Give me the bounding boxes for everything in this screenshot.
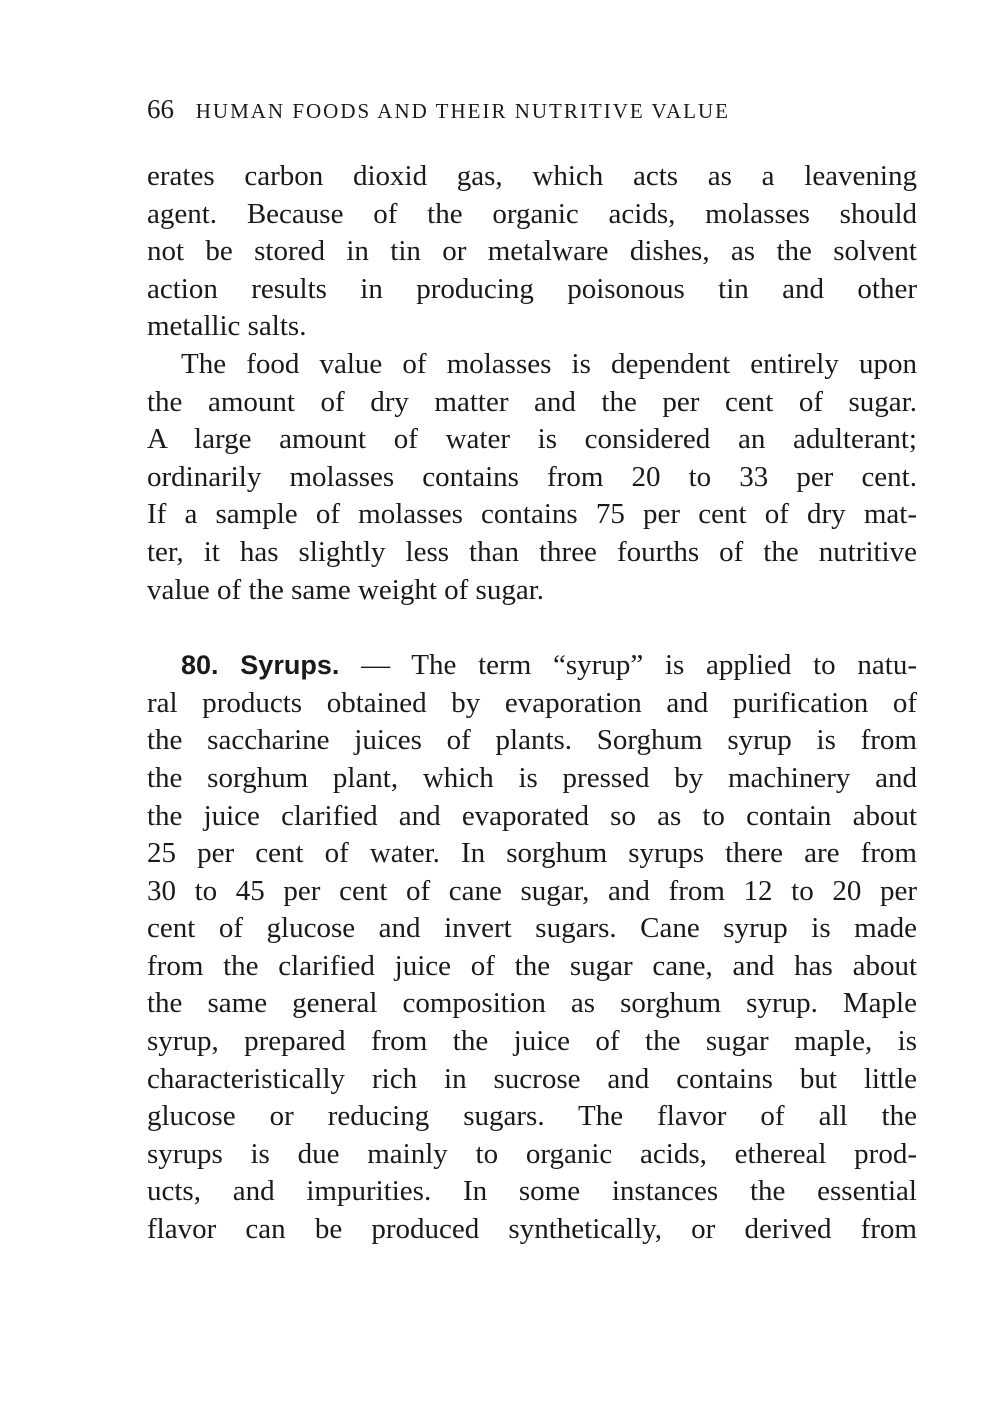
text-line: the juice clarified and evaporated so as to contain about: [147, 799, 917, 832]
running-title: HUMAN FOODS AND THEIR NUTRITIVE VALUE: [195, 99, 731, 123]
page-body: [147, 158, 917, 1249]
text-line: the amount of dry matter and the per cent of sugar.: [147, 385, 917, 418]
text-line: the saccharine juices of plants. Sorghum syrup is from: [147, 724, 917, 757]
text-line: A large amount of water is considered an adulterant;: [147, 423, 917, 456]
text-line: the sorghum plant, which is pressed by machinery and: [147, 761, 917, 794]
paragraph: [147, 346, 917, 609]
text-line: If a sample of molasses contains 75 per cent of dry mat-: [147, 498, 917, 531]
section-heading: Syrups.: [240, 650, 340, 681]
text-line: ral products obtained by evaporation and purification of: [147, 686, 917, 719]
text-line: erates carbon dioxid gas, which acts as a leavening: [147, 160, 917, 192]
text-line: the same general composition as sorghum syrup. Maple: [147, 987, 917, 1020]
text-line: not be stored in tin or metalware dishes, as the solvent: [147, 235, 917, 268]
text-line: cent of glucose and invert sugars. Cane syrup is made: [147, 912, 917, 945]
text-line: value of the same weight of sugar.: [147, 573, 545, 606]
running-header: [147, 94, 917, 125]
paragraph: [147, 158, 917, 346]
text-line: 25 per cent of water. In sorghum syrups there are from: [147, 837, 917, 870]
text-line: ucts, and impurities. In some instances the essential: [147, 1175, 917, 1208]
text-line: ter, it has slightly less than three fourths of the nutritive: [147, 535, 917, 568]
paragraph-gap: [147, 609, 917, 647]
text-line: agent. Because of the organic acids, molasses should: [147, 197, 917, 230]
text-line: action results in producing poisonous tin and other: [147, 272, 917, 305]
section-number: 80.: [181, 650, 219, 681]
section-first-line: — The term “syrup” is applied to natu-: [339, 649, 918, 682]
text-line: 30 to 45 per cent of cane sugar, and from 12 to 20 per: [147, 874, 917, 907]
text-line: syrup, prepared from the juice of the sugar maple, is: [147, 1025, 917, 1058]
text-line: flavor can be produced synthetically, or derived from: [147, 1213, 917, 1246]
page-number: 66: [147, 94, 174, 124]
paragraph: [147, 685, 917, 1249]
text-line: from the clarified juice of the sugar cane, and has about: [147, 949, 917, 982]
text-line: characteristically rich in sucrose and contains but little: [147, 1062, 917, 1095]
section-heading-line: [147, 647, 917, 685]
text-line: The food value of molasses is dependent entirely upon: [181, 347, 917, 380]
text-line: ordinarily molasses contains from 20 to 33 per cent.: [147, 460, 917, 493]
text-line: metallic salts.: [147, 310, 307, 343]
text-line: syrups is due mainly to organic acids, ethereal prod-: [147, 1137, 917, 1170]
text-line: glucose or reducing sugars. The flavor of all the: [147, 1100, 917, 1133]
